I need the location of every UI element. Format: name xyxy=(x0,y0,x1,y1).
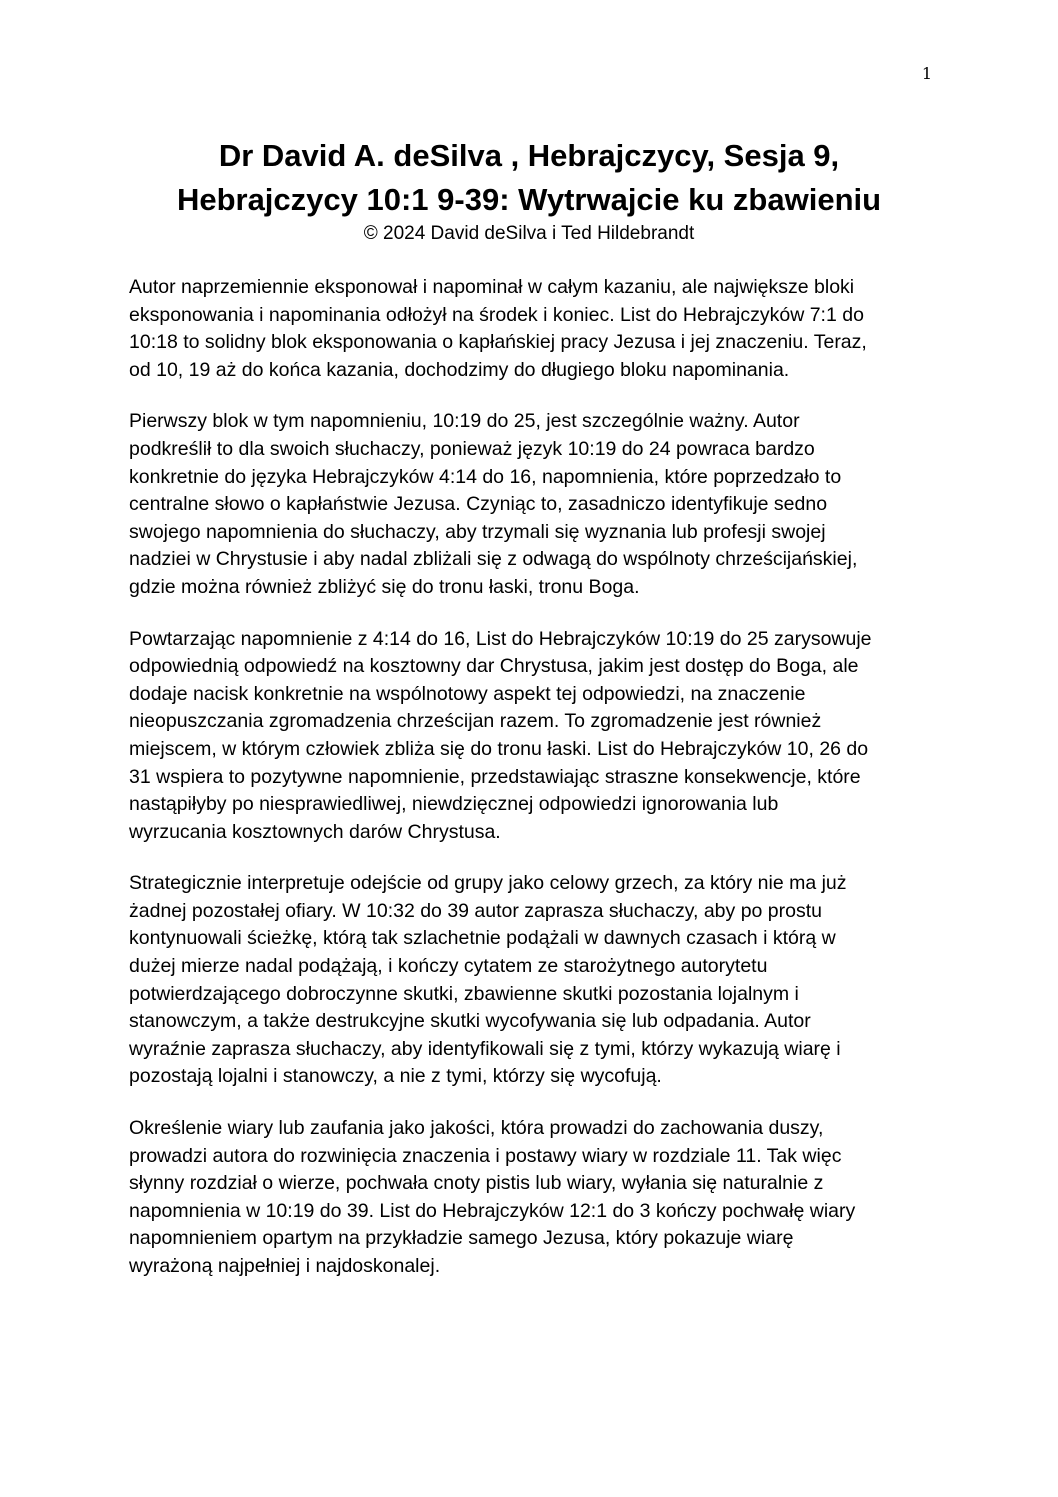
paragraph-line: dodaje nacisk konkretnie na wspólnotowy aspekt tej odpowiedzi, na znaczenie xyxy=(129,682,806,705)
paragraph-line: Pierwszy blok w tym napomnieniu, 10:19 do 25, jest szczególnie ważny. Autor xyxy=(129,410,800,433)
paragraph-line: żadnej pozostałej ofiary. W 10:32 do 39 autor zaprasza słuchaczy, aby po prostu xyxy=(129,899,823,922)
paragraph-5 xyxy=(129,1115,933,1281)
paragraph-line: 31 wspiera to pozytywne napomnienie, przedstawiając straszne konsekwencje, które xyxy=(129,765,861,788)
paragraph-line: eksponowania i napominania odłożył na środek i koniec. List do Hebrajczyków 7:1 do xyxy=(129,303,864,326)
paragraph-line: kontynuowali ścieżkę, którą tak szlachetnie podążali w dawnych czasach i którą w xyxy=(129,927,836,950)
paragraph-line: wyraźnie zaprasza słuchaczy, aby identyfikowali się z tymi, którzy wykazują wiarę i xyxy=(129,1037,841,1060)
body-text xyxy=(129,274,933,1305)
paragraph-line: prowadzi autora do rozwinięcia znaczenia i postawy wiary w rozdziale 11. Tak więc xyxy=(129,1144,842,1167)
paragraph-line: potwierdzającego dobroczynne skutki, zbawienne skutki pozostania lojalnym i xyxy=(129,982,799,1005)
paragraph-line: swojego napomnienia do słuchaczy, aby trzymali się wyznania lub profesji swojej xyxy=(129,520,826,543)
paragraph-line: słynny rozdział o wierze, pochwała cnoty pistis lub wiary, wyłania się naturalnie z xyxy=(129,1172,824,1195)
title-line-1: Dr David A. deSilva , Hebrajczycy, Sesja 9, xyxy=(218,138,840,173)
paragraph-line: Określenie wiary lub zaufania jako jakości, która prowadzi do zachowania duszy, xyxy=(129,1117,824,1140)
paragraph-1 xyxy=(129,274,933,384)
paragraph-line: od 10, 19 aż do końca kazania, dochodzimy do długiego bloku napominania. xyxy=(129,358,790,381)
paragraph-line: wyrzucania kosztownych darów Chrystusa. xyxy=(129,820,501,843)
paragraph-line: Strategicznie interpretuje odejście od grupy jako celowy grzech, za który nie ma już xyxy=(129,872,847,895)
paragraph-line: podkreślił to dla swoich słuchaczy, ponieważ język 10:19 do 24 powraca bardzo xyxy=(129,437,815,460)
paragraph-line: napomnienia w 10:19 do 39. List do Hebrajczyków 12:1 do 3 kończy pochwałę wiary xyxy=(129,1199,856,1222)
paragraph-line: dużej mierze nadal podążają, i kończy cytatem ze starożytnego autorytetu xyxy=(129,955,768,978)
page-number: 1 xyxy=(921,64,932,83)
paragraph-line: 10:18 to solidny blok eksponowania o kapłańskiej pracy Jezusa i jej znaczeniu. Teraz, xyxy=(129,331,867,354)
title-block xyxy=(100,134,958,246)
paragraph-line: odpowiednią odpowiedź na kosztowny dar Chrystusa, jakim jest dostęp do Boga, ale xyxy=(129,655,859,678)
paragraph-line: pozostają lojalni i stanowczy, a nie z tymi, którzy się wycofują. xyxy=(129,1065,662,1088)
paragraph-3 xyxy=(129,626,933,847)
paragraph-2 xyxy=(129,408,933,601)
paragraph-line: miejscem, w którym człowiek zbliża się do tronu łaski. List do Hebrajczyków 10, 26 do xyxy=(129,737,869,760)
paragraph-line: nieopuszczania zgromadzenia chrześcijan razem. To zgromadzenie jest również xyxy=(129,710,822,733)
title-line-2: Hebrajczycy 10:1 9-39: Wytrwajcie ku zbawieniu xyxy=(176,182,882,217)
paragraph-line: Powtarzając napomnienie z 4:14 do 16, List do Hebrajczyków 10:19 do 25 zarysowuje xyxy=(129,627,872,650)
paragraph-line: gdzie można również zbliżyć się do tronu łaski, tronu Boga. xyxy=(129,575,640,598)
paragraph-line: konkretnie do języka Hebrajczyków 4:14 do 16, napomnienia, które poprzedzało to xyxy=(129,465,842,488)
paragraph-line: Autor naprzemiennie eksponował i napominał w całym kazaniu, ale największe bloki xyxy=(129,276,855,298)
copyright-notice: © 2024 David deSilva i Ted Hildebrandt xyxy=(363,223,695,244)
paragraph-4 xyxy=(129,870,933,1091)
paragraph-line: napomnieniem opartym na przykładzie samego Jezusa, który pokazuje wiarę xyxy=(129,1227,794,1250)
paragraph-line: centralne słowo o kapłaństwie Jezusa. Czyniąc to, zasadniczo identyfikuje sedno xyxy=(129,493,828,516)
paragraph-line: nadziei w Chrystusie i aby nadal zbliżali się z odwagą do wspólnoty chrześcijańskiej, xyxy=(129,548,858,571)
paragraph-line: stanowczym, a także destrukcyjne skutki wycofywania się lub odpadania. Autor xyxy=(129,1010,811,1033)
paragraph-line: nastąpiłyby po niesprawiedliwej, niewdzięcznej odpowiedzi ignorowania lub xyxy=(129,793,779,816)
paragraph-line: wyrażoną najpełniej i najdoskonalej. xyxy=(129,1255,441,1277)
